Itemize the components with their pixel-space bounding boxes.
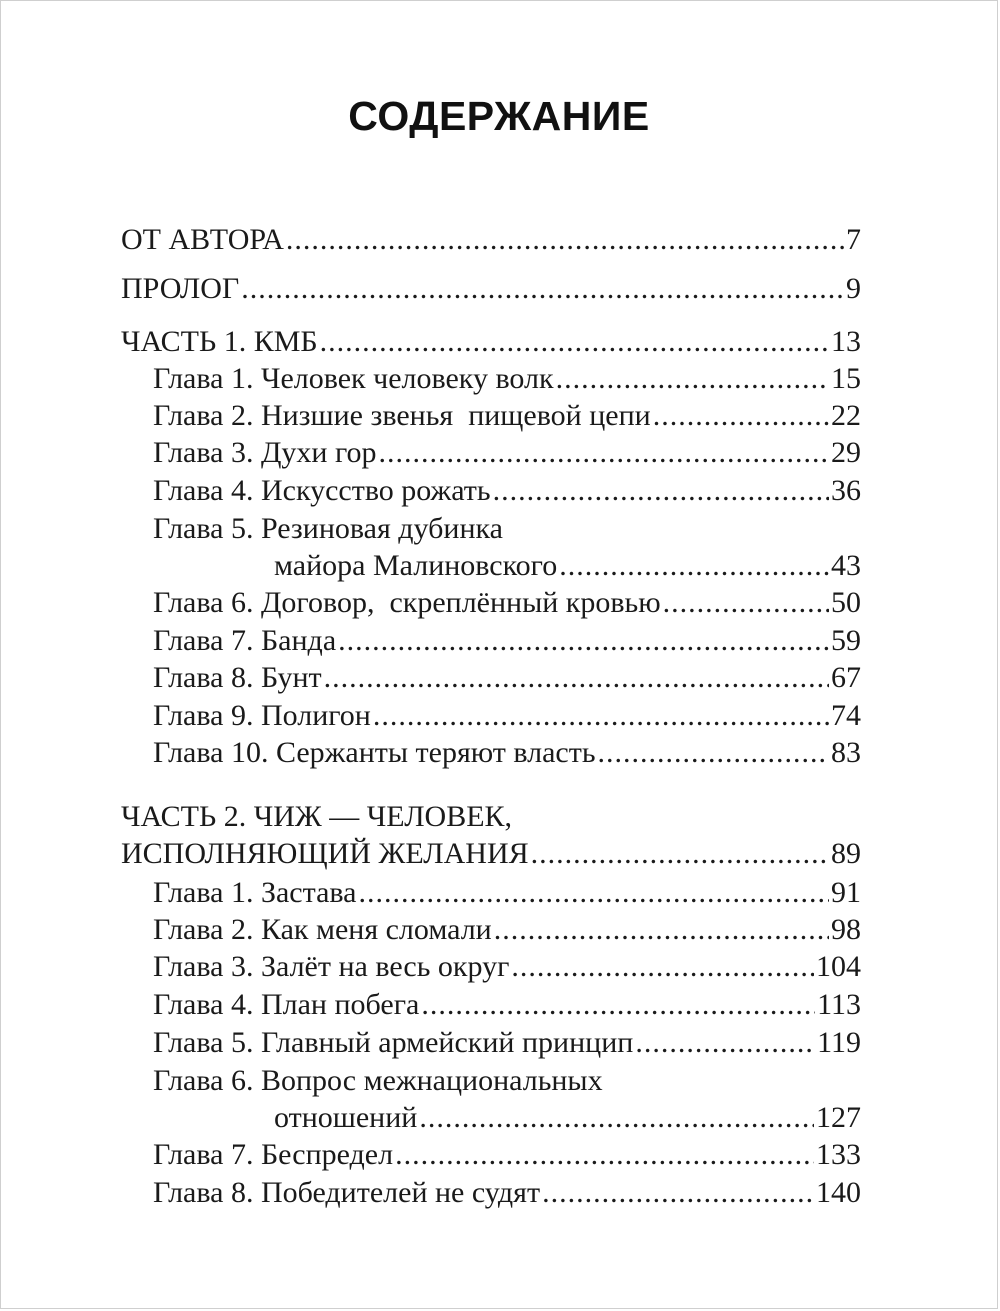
toc-page-number: 119: [817, 1026, 861, 1059]
toc-entry-label: ИСПОЛНЯЮЩИЙ ЖЕЛАНИЯ: [121, 837, 529, 870]
toc-entry-label: Глава 8. Победителей не судят: [153, 1176, 541, 1209]
toc-chapter-label-line1[interactable]: Глава 6. Вопрос межнациональных: [153, 1064, 603, 1097]
toc-entry-label: майора Малиновского: [274, 549, 558, 582]
leader-dots: [421, 987, 815, 1023]
toc-page-number: 140: [816, 1176, 861, 1209]
toc-page-number: 59: [831, 624, 861, 657]
leader-dots: [373, 698, 829, 734]
leader-dots: [511, 949, 814, 985]
toc-entry-label: Глава 2. Как меня сломали: [153, 913, 492, 946]
toc-entry-label: ЧАСТЬ 1. КМБ: [121, 325, 318, 358]
leader-dots: [286, 222, 844, 258]
toc-chapter[interactable]: [153, 585, 861, 621]
leader-dots: [559, 548, 829, 584]
leader-dots: [635, 1025, 815, 1061]
toc-page-number: 74: [831, 699, 861, 732]
toc-page-number: 113: [817, 988, 861, 1021]
leader-dots: [379, 435, 829, 471]
leader-dots: [359, 875, 830, 911]
toc-part-2[interactable]: [121, 836, 861, 872]
toc-entry-label: ПРОЛОГ: [121, 272, 240, 305]
leader-dots: [653, 398, 829, 434]
leader-dots: [542, 1175, 814, 1211]
toc-chapter[interactable]: [274, 548, 861, 584]
toc-entry-label: ОТ АВТОРА: [121, 223, 284, 256]
toc-page-number: 67: [831, 661, 861, 694]
toc-page-number: 43: [831, 549, 861, 582]
toc-entry-label: отношений: [274, 1101, 418, 1134]
toc-page-number: 50: [831, 586, 861, 619]
leader-dots: [320, 324, 829, 360]
toc-chapter[interactable]: [153, 361, 861, 397]
toc-page-number: 104: [816, 950, 861, 983]
toc-chapter[interactable]: [153, 623, 861, 659]
toc-chapter[interactable]: [153, 1175, 861, 1211]
toc-chapter[interactable]: [153, 660, 861, 696]
toc-page-number: 7: [846, 223, 861, 256]
toc-chapter[interactable]: [153, 949, 861, 985]
toc-page-number: 15: [831, 362, 861, 395]
toc-page-number: 13: [831, 325, 861, 358]
toc-chapter[interactable]: [153, 473, 861, 509]
toc-chapter[interactable]: [153, 912, 861, 948]
toc-entry-label: Глава 6. Договор, скреплённый кровью: [153, 586, 661, 619]
leader-dots: [338, 623, 829, 659]
leader-dots: [419, 1100, 814, 1136]
toc-page-number: 22: [831, 399, 861, 432]
leader-dots: [241, 271, 844, 307]
toc-chapter[interactable]: [274, 1100, 861, 1136]
toc-page-number: 89: [831, 837, 861, 870]
toc-entry-label: Глава 3. Духи гор: [153, 436, 377, 469]
leader-dots: [663, 585, 829, 621]
toc-entry-prologue[interactable]: [121, 271, 861, 307]
toc-entry-label: Глава 8. Бунт: [153, 661, 322, 694]
toc-entry-label: Глава 4. План побега: [153, 988, 420, 1021]
toc-entry-author[interactable]: [121, 222, 861, 258]
toc-chapter[interactable]: [153, 735, 861, 771]
toc-part-2-label-line1[interactable]: ЧАСТЬ 2. ЧИЖ — ЧЕЛОВЕК,: [121, 800, 513, 833]
toc-entry-label: Глава 5. Главный армейский принцип: [153, 1026, 634, 1059]
toc-entry-label: Глава 1. Застава: [153, 876, 357, 909]
toc-chapter[interactable]: [153, 987, 861, 1023]
toc-entry-label: Глава 3. Залёт на весь округ: [153, 950, 510, 983]
leader-dots: [494, 912, 829, 948]
toc-page-number: 133: [816, 1138, 861, 1171]
toc-page-number: 83: [831, 736, 861, 769]
toc-chapter[interactable]: [153, 875, 861, 911]
toc-entry-label: Глава 1. Человек человеку волк: [153, 362, 554, 395]
toc-entry-label: Глава 4. Искусство рожать: [153, 474, 491, 507]
toc-page-number: 29: [831, 436, 861, 469]
leader-dots: [531, 836, 829, 872]
toc-chapter[interactable]: [153, 435, 861, 471]
toc-entry-label: Глава 10. Сержанты теряют власть: [153, 736, 596, 769]
leader-dots: [395, 1137, 814, 1173]
toc-page-number: 98: [831, 913, 861, 946]
toc-chapter[interactable]: [153, 1137, 861, 1173]
toc-part-1[interactable]: [121, 324, 861, 360]
leader-dots: [598, 735, 829, 771]
toc-entry-label: Глава 9. Полигон: [153, 699, 371, 732]
toc-entry-label: Глава 7. Беспредел: [153, 1138, 394, 1171]
toc-page-number: 36: [831, 474, 861, 507]
leader-dots: [556, 361, 829, 397]
toc-chapter[interactable]: [153, 398, 861, 434]
toc-chapter[interactable]: [153, 698, 861, 734]
toc-chapter[interactable]: [153, 1025, 861, 1061]
leader-dots: [324, 660, 829, 696]
toc-entry-label: Глава 7. Банда: [153, 624, 337, 657]
toc-page-number: 127: [816, 1101, 861, 1134]
toc-chapter-label-line1[interactable]: Глава 5. Резиновая дубинка: [153, 512, 503, 545]
toc-page-number: 9: [846, 272, 861, 305]
page-title: СОДЕРЖАНИЕ: [348, 93, 650, 139]
toc-page-number: 91: [831, 876, 861, 909]
toc-entry-label: Глава 2. Низшие звенья пищевой цепи: [153, 399, 651, 432]
leader-dots: [493, 473, 829, 509]
